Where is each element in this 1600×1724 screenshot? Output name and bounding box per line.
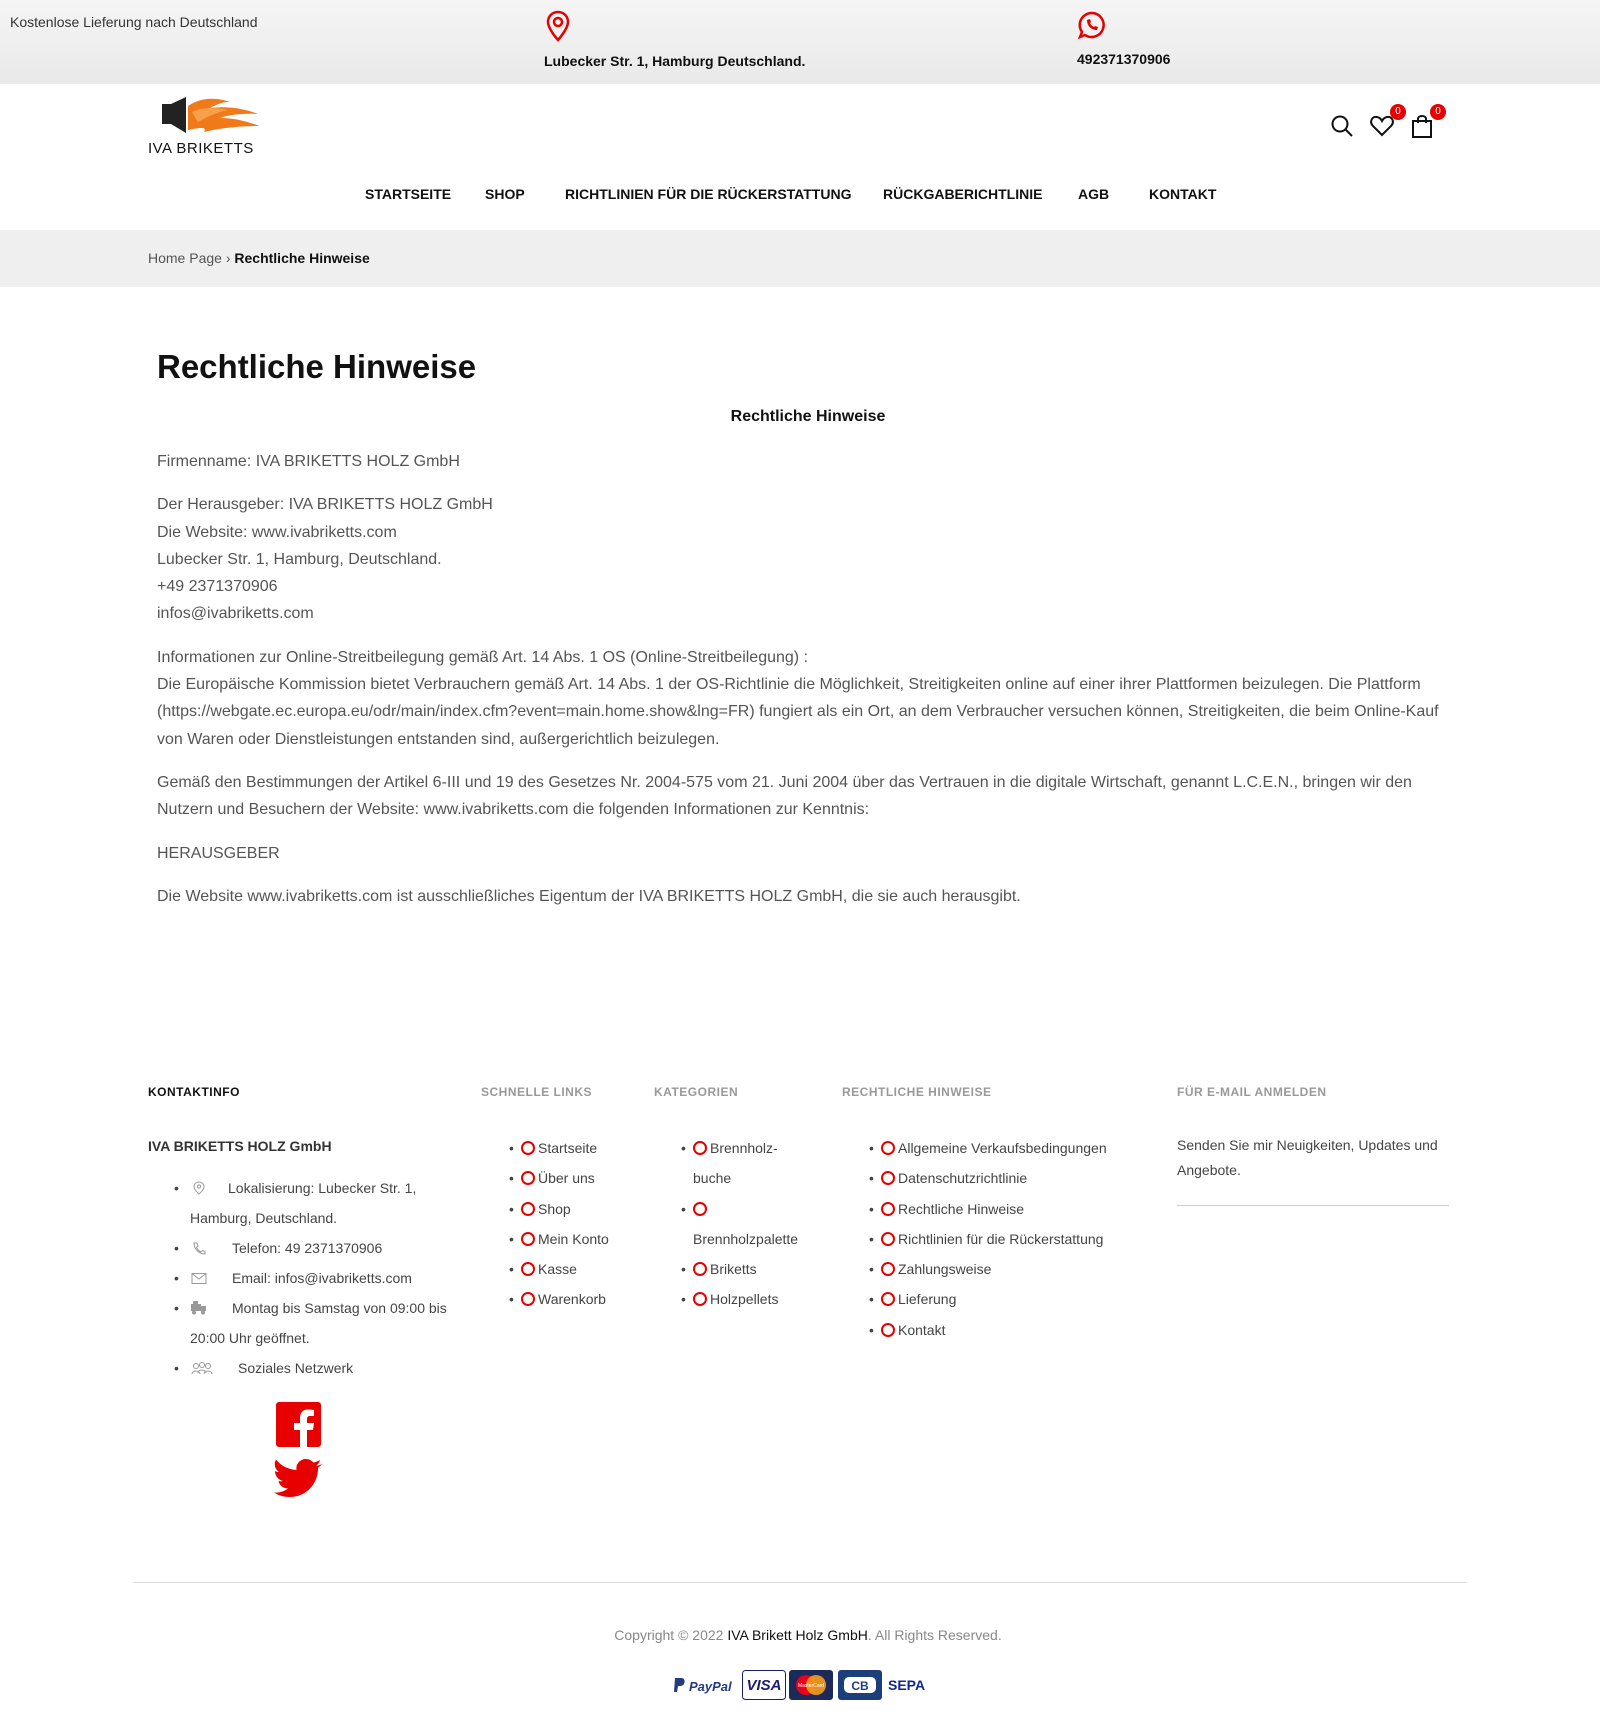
site-logo[interactable] — [148, 96, 280, 160]
social-links — [276, 1402, 324, 1503]
svg-text:SEPA: SEPA — [888, 1677, 926, 1693]
footer-legal-heading: RECHTLICHE HINWEISE — [842, 1085, 992, 1099]
logo-text: IVA BRIKETTS — [148, 140, 254, 157]
newsletter-text: Senden Sie mir Neuigkeiten, Updates und Angebote. — [1177, 1137, 1438, 1178]
contact-info-list — [178, 1173, 458, 1383]
circle-bullet-icon — [521, 1141, 535, 1155]
footer-contact-heading: KONTAKTINFO — [148, 1085, 240, 1099]
contact-phone: • Telefon: 49 2371370906 — [178, 1233, 458, 1263]
circle-bullet-icon — [521, 1202, 535, 1216]
people-icon — [190, 1361, 214, 1375]
circle-bullet-icon — [521, 1292, 535, 1306]
circle-bullet-icon — [881, 1262, 895, 1276]
breadcrumb — [148, 250, 370, 266]
whatsapp-icon — [1077, 10, 1107, 40]
quick-link-ueber-uns[interactable]: • Über uns — [509, 1163, 609, 1193]
footer-quicklinks-heading: SCHNELLE LINKS — [481, 1085, 593, 1099]
email-line: infos@ivabriketts.com — [157, 605, 314, 623]
svg-text:CB: CB — [851, 1679, 869, 1693]
wishlist-button[interactable] — [1368, 106, 1401, 140]
lcen-text: Gemäß den Bestimmungen der Artikel 6-III und 19 des Gesetzes Nr. 2004-575 vom 21. Juni 2004 über das Vertrauen in die digitale Wirtschaft, genannt L.C.E.N., bringen wir den Nutzern und Besuchern der Website: www.ivabriketts.com die folgenden Informationen zur Kenntnis: — [157, 773, 1412, 819]
phone-line: +49 2371370906 — [157, 578, 278, 596]
circle-bullet-icon — [881, 1323, 895, 1337]
nav-item-refund-policy[interactable]: RICHTLINIEN FÜR DIE RÜCKERSTATTUNG — [565, 186, 852, 202]
legal-link-zahlungsweise[interactable]: • Zahlungsweise — [869, 1254, 1107, 1284]
circle-bullet-icon — [693, 1292, 707, 1306]
visa-logo — [742, 1670, 786, 1700]
copyright-brand-link[interactable]: IVA Brikett Holz GmbH — [727, 1627, 868, 1643]
quick-link-mein-konto[interactable]: • Mein Konto — [509, 1224, 609, 1254]
category-brennholz-buche[interactable]: • Brennholz-buche — [681, 1133, 811, 1194]
page-subtitle: Rechtliche Hinweise — [730, 408, 886, 425]
breadcrumb-current: Rechtliche Hinweise — [234, 250, 370, 266]
breadcrumb-home-link[interactable]: Home Page — [148, 250, 222, 266]
circle-bullet-icon — [881, 1292, 895, 1306]
legal-link-lieferung[interactable]: • Lieferung — [869, 1284, 1107, 1314]
page-title: Rechtliche Hinweise — [157, 348, 477, 385]
website-line: Die Website: www.ivabriketts.com — [157, 523, 397, 541]
quick-link-startseite[interactable]: • Startseite — [509, 1133, 609, 1163]
footer-company-name: IVA BRIKETTS HOLZ GmbH — [148, 1138, 332, 1154]
circle-bullet-icon — [693, 1141, 707, 1155]
nav-item-shop[interactable]: SHOP — [485, 186, 525, 202]
phone-text: 492371370906 — [1077, 51, 1171, 67]
svg-text:PayPal: PayPal — [689, 1679, 732, 1694]
svg-text:VISA: VISA — [746, 1677, 782, 1694]
search-icon[interactable] — [1328, 112, 1356, 140]
legal-link-agb[interactable]: • Allgemeine Verkaufsbedingungen — [869, 1133, 1107, 1163]
address-text: Lubecker Str. 1, Hamburg Deutschland. — [544, 53, 806, 69]
nav-item-agb[interactable]: AGB — [1078, 186, 1110, 202]
newsletter-email-input[interactable] — [1177, 1205, 1449, 1206]
os-text: Die Europäische Kommission bietet Verbrauchern gemäß Art. 14 Abs. 1 der OS-Richtlinie die Möglichkeit, Streitigkeiten online auf einer ihrer Plattformen beizulegen. Die Plattform (https://webgate.ec.europa.eu/odr/main/index.cfm?event=main.home.show&lng=FR) fungiert als ein Ort, an dem Verbraucher versuchen können, Streitigkeiten, die beim Online-Kauf von Waren oder Dienstleistungen entstanden sind, außergerichtlich beizulegen. — [157, 676, 1439, 748]
twitter-icon[interactable] — [274, 1459, 324, 1503]
quick-links-list — [509, 1133, 609, 1315]
nav-item-return-policy[interactable]: RÜCKGABERICHTLINIE — [883, 186, 1043, 202]
logo-flame-icon — [148, 96, 280, 140]
contact-email: • Email: infos@ivabriketts.com — [178, 1263, 458, 1293]
circle-bullet-icon — [881, 1232, 895, 1246]
cart-button[interactable] — [1408, 106, 1441, 140]
envelope-icon — [190, 1271, 208, 1285]
contact-hours: • Montag bis Samstag von 09:00 bis 20:00 Uhr geöffnet. — [178, 1293, 458, 1353]
circle-bullet-icon — [881, 1202, 895, 1216]
cart-count-badge: 0 — [1430, 104, 1446, 120]
legal-link-datenschutz[interactable]: • Datenschutzrichtlinie — [869, 1163, 1107, 1193]
legal-links-list — [869, 1133, 1107, 1345]
sepa-logo — [886, 1674, 930, 1696]
contact-location: • Lokalisierung: Lubecker Str. 1, Hamburg, Deutschland. — [178, 1173, 458, 1233]
address-line: Lubecker Str. 1, Hamburg, Deutschland. — [157, 550, 442, 568]
company-name-line: Firmenname: IVA BRIKETTS HOLZ GmbH — [157, 453, 460, 470]
circle-bullet-icon — [521, 1262, 535, 1276]
publisher-line: Der Herausgeber: IVA BRIKETTS HOLZ GmbH — [157, 496, 493, 514]
herausgeber-heading: HERAUSGEBER — [157, 844, 280, 862]
paypal-logo — [672, 1676, 738, 1696]
location-pin-icon — [546, 10, 570, 42]
truck-clock-icon — [190, 1301, 208, 1315]
phone-block — [1077, 10, 1170, 67]
legal-link-rechtliche-hinweise[interactable]: • Rechtliche Hinweise — [869, 1194, 1107, 1224]
mastercard-logo — [789, 1670, 833, 1700]
os-block — [157, 644, 1447, 753]
circle-bullet-icon — [881, 1171, 895, 1185]
circle-bullet-icon — [521, 1232, 535, 1246]
circle-bullet-icon — [521, 1171, 535, 1185]
nav-item-startseite[interactable]: STARTSEITE — [365, 186, 452, 202]
shipping-notice: Kostenlose Lieferung nach Deutschland — [10, 14, 258, 30]
footer-categories-heading: KATEGORIEN — [654, 1085, 739, 1099]
category-holzpellets[interactable]: • Holzpellets — [681, 1284, 811, 1314]
svg-text:MasterCard: MasterCard — [797, 1683, 825, 1689]
main-nav — [0, 186, 1600, 210]
publisher-block — [157, 491, 1447, 627]
quick-link-kasse[interactable]: • Kasse — [509, 1254, 609, 1284]
quick-link-shop[interactable]: • Shop — [509, 1194, 609, 1224]
wishlist-count-badge: 0 — [1390, 104, 1406, 120]
legal-content — [157, 448, 1447, 926]
circle-bullet-icon — [693, 1202, 707, 1216]
ownership-text: Die Website www.ivabriketts.com ist ausschließliches Eigentum der IVA BRIKETTS HOLZ GmbH, die sie auch herausgibt. — [157, 887, 1021, 905]
circle-bullet-icon — [693, 1262, 707, 1276]
breadcrumb-separator: › — [225, 250, 231, 266]
phone-icon — [190, 1241, 208, 1255]
legal-link-rueckerstattung[interactable]: • Richtlinien für die Rückerstattung — [869, 1224, 1107, 1254]
breadcrumb-bar — [0, 230, 1600, 287]
quick-link-warenkorb[interactable]: • Warenkorb — [509, 1284, 609, 1314]
os-heading: Informationen zur Online-Streitbeilegung gemäß Art. 14 Abs. 1 OS (Online-Streitbeilegung) : — [157, 648, 809, 666]
footer-divider — [133, 1582, 1467, 1583]
top-bar — [0, 0, 1600, 84]
legal-link-kontakt[interactable]: • Kontakt — [869, 1315, 1107, 1345]
category-briketts[interactable]: • Briketts — [681, 1254, 811, 1284]
contact-social: • Soziales Netzwerk — [178, 1353, 458, 1383]
category-brennholzpalette[interactable]: • Brennholzpalette — [681, 1194, 811, 1255]
cb-card-logo — [838, 1670, 882, 1700]
circle-bullet-icon — [881, 1141, 895, 1155]
address-block — [544, 10, 805, 69]
categories-list — [681, 1133, 811, 1315]
map-pin-icon — [190, 1181, 208, 1195]
nav-item-kontakt[interactable]: KONTAKT — [1149, 186, 1217, 202]
facebook-icon[interactable] — [276, 1402, 321, 1447]
copyright: Copyright © 2022 IVA Brikett Holz GmbH. All Rights Reserved. — [614, 1627, 1002, 1643]
footer-newsletter-heading: FÜR E-MAIL ANMELDEN — [1177, 1085, 1327, 1099]
